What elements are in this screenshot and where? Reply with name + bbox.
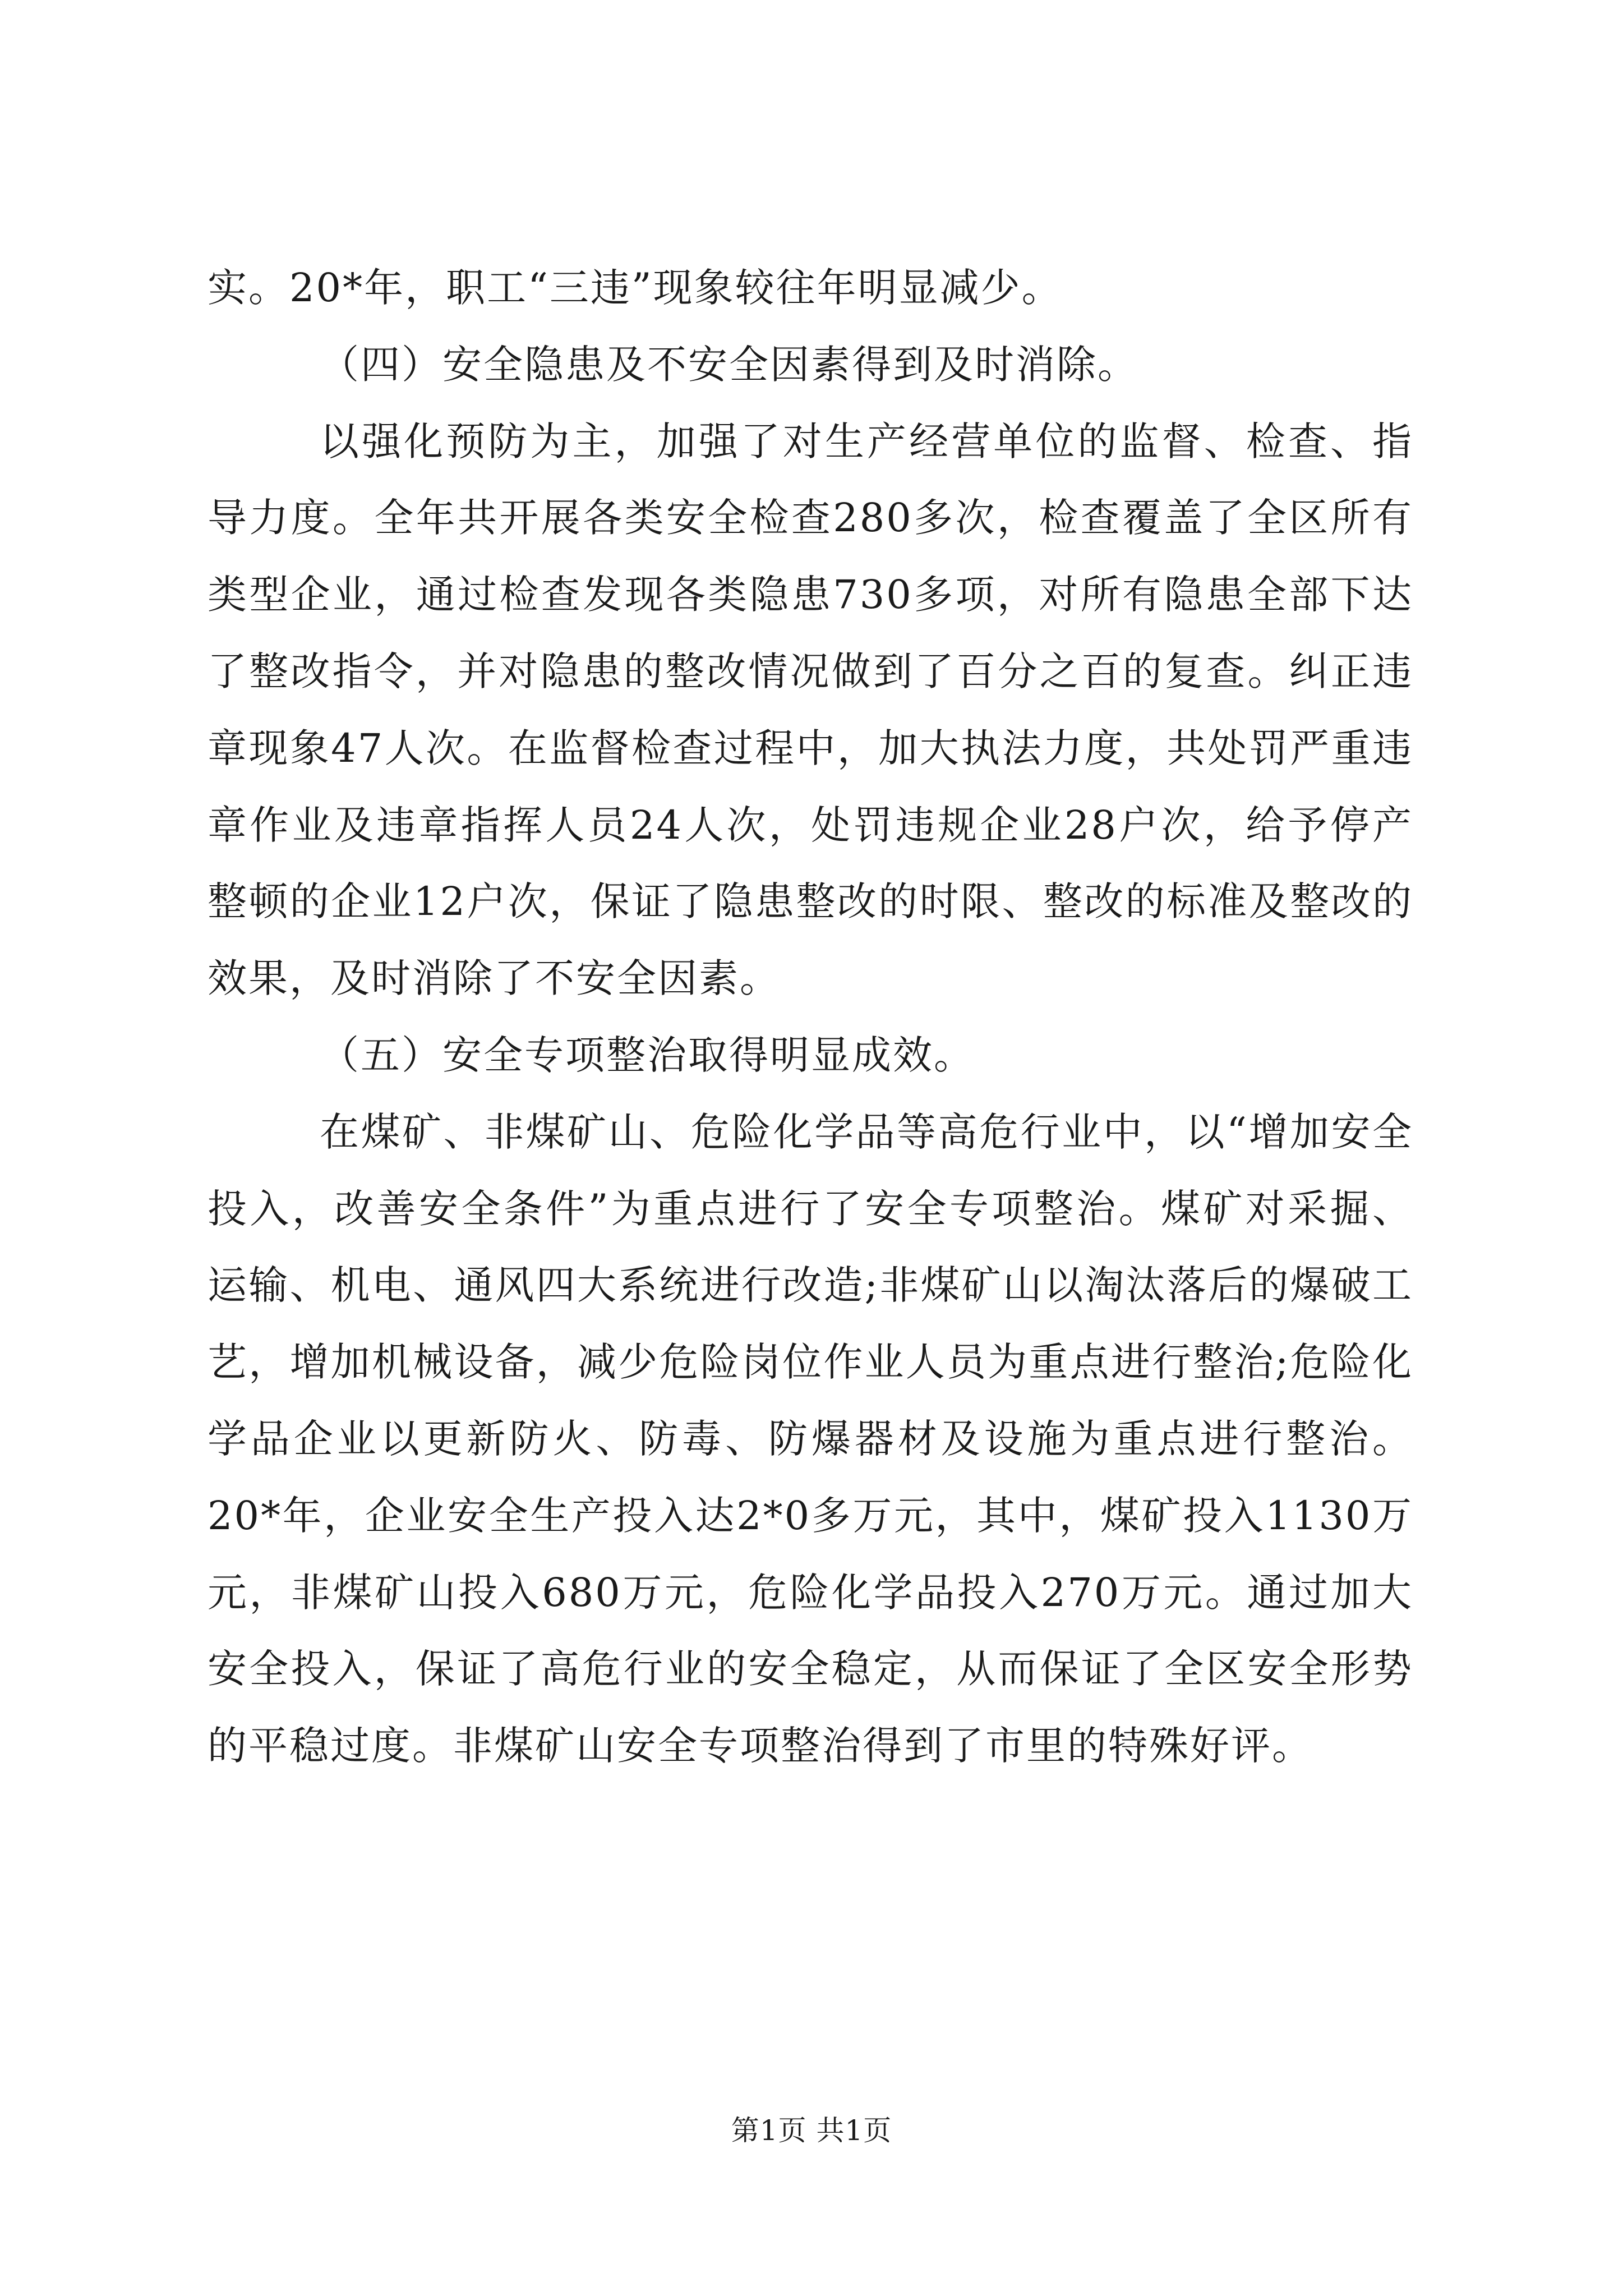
section-heading-five: （五）安全专项整治取得明显成效。 bbox=[320, 1032, 975, 1078]
paragraph-special-rectification: 在煤矿、非煤矿山、危险化学品等高危行业中，以“增加安全投入，改善安全条件”为重点进行了安全专项整治。煤矿对采掘、运输、机电、通风四大系统进行改造;非煤矿山以淘汰落后的爆破工艺，增加机械设备，减少危险岗位作业人员为重点进行整治;危险化学品企业以更新防火、防毒、防爆器材及设施为重点进行整治。20*年，企业安全生产投入达2*0多万元，其中，煤矿投入1130万元，非煤矿山投入680万元，危险化学品投入270万元。通过加大安全投入，保证了高危行业的安全稳定，从而保证了全区安全形势的平稳过度。非煤矿山安全专项整治得到了市里的特殊好评。 bbox=[208, 1108, 1413, 1769]
paragraph-hazard-elimination: 以强化预防为主，加强了对生产经营单位的监督、检查、指导力度。全年共开展各类安全检查280多次，检查覆盖了全区所有类型企业，通过检查发现各类隐患730多项，对所有隐患全部下达了整改指令，并对隐患的整改情况做到了百分之百的复查。纠正违章现象47人次。在监督检查过程中，加大执法力度，共处罚严重违章作业及违章指挥人员24人次，处罚违规企业28户次，给予停产整顿的企业12户次，保证了隐患整改的时限、整改的标准及整改的效果，及时消除了不安全因素。 bbox=[208, 418, 1413, 1002]
document-body bbox=[208, 250, 1413, 1784]
section-heading-four: （四）安全隐患及不安全因素得到及时消除。 bbox=[320, 341, 1138, 388]
page-footer: 第1页 共1页 bbox=[731, 2114, 892, 2147]
paragraph-continuation: 实。20*年，职工“三违”现象较往年明显减少。 bbox=[208, 265, 1063, 311]
